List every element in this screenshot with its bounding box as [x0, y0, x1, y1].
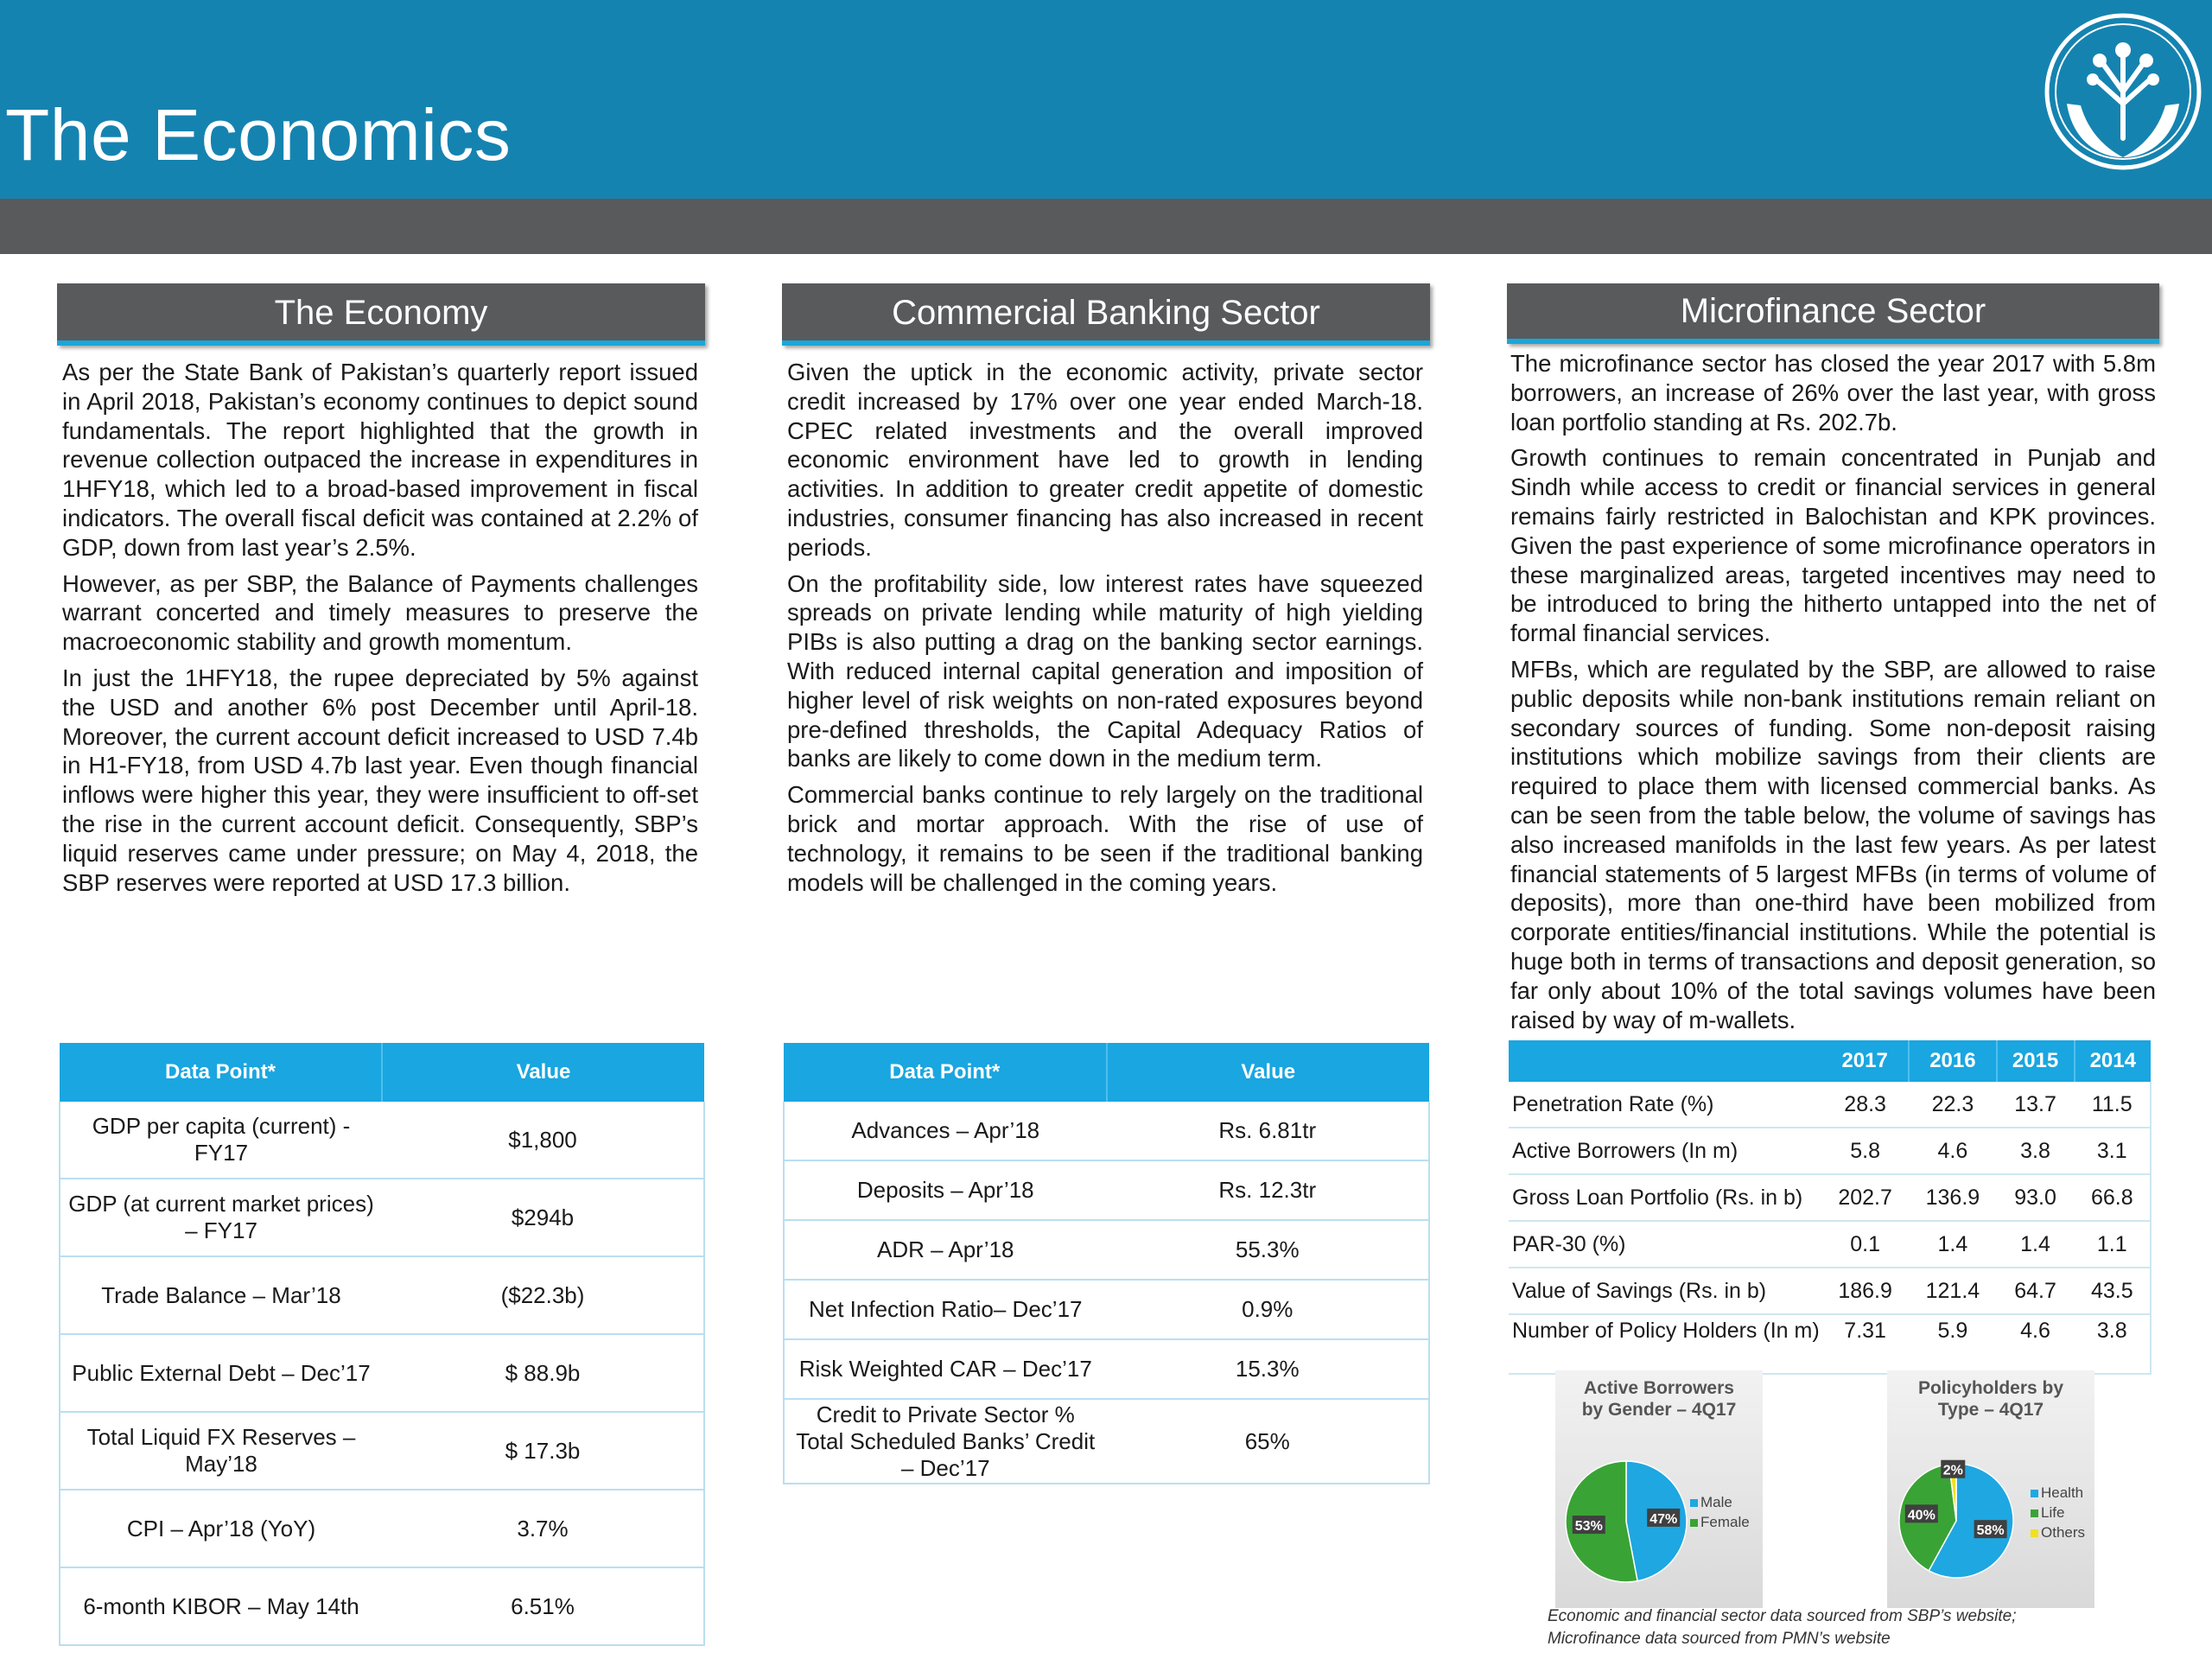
legend-label: Life — [2041, 1504, 2065, 1521]
metric-label: Value of Savings (Rs. in b) — [1509, 1268, 1821, 1314]
table-row — [60, 1102, 704, 1179]
table-row — [1509, 1174, 2151, 1221]
year-header: 2015 — [1997, 1040, 2075, 1082]
source-line: Economic and financial sector data sourced from SBP’s website; — [1548, 1607, 2017, 1625]
borrowers-gender-chart — [1555, 1370, 1763, 1608]
chart-title-line: Policyholders by — [1917, 1378, 2064, 1398]
banking-heading: Commercial Banking Sector — [782, 283, 1430, 346]
value-cell: 6.51% — [382, 1567, 704, 1645]
legend-label: Female — [1700, 1514, 1750, 1530]
metric-value: 186.9 — [1821, 1268, 1909, 1314]
data-point-cell: Deposits – Apr’18 — [784, 1160, 1107, 1220]
data-point-cell: GDP (at current market prices) – FY17 — [60, 1179, 382, 1256]
metric-value: 1.1 — [2075, 1221, 2151, 1268]
economy-text — [57, 358, 705, 897]
hands-tree-logo-icon — [2043, 9, 2203, 181]
economy-heading: The Economy — [57, 283, 705, 346]
banking-paragraph: Given the uptick in the economic activity, private sector credit increased by 17% over one year ended March-18. CPEC related investments and the overall improved economic environment have led to growth in lending activities. In addition to greater credit appetite of domestic industries, consumer financing has also increased in recent periods. — [787, 359, 1423, 561]
legend-swatch — [1690, 1499, 1698, 1507]
data-label: 40% — [1907, 1508, 1936, 1523]
table-row — [784, 1399, 1429, 1484]
header-band — [0, 199, 2212, 254]
economy-table — [59, 1043, 705, 1646]
table-row — [784, 1280, 1429, 1339]
legend-item — [1690, 1492, 1750, 1512]
chart-title-line: Type – 4Q17 — [1937, 1400, 2044, 1420]
data-point-cell: 6-month KIBOR – May 14th — [60, 1567, 382, 1645]
metric-value: 64.7 — [1997, 1268, 2075, 1314]
column-header: Value — [1107, 1043, 1430, 1102]
legend-label: Others — [2041, 1524, 2086, 1541]
legend-swatch — [2031, 1529, 2038, 1537]
table-row — [60, 1334, 704, 1412]
metric-value: 1.4 — [1909, 1221, 1996, 1268]
legend-item — [2031, 1503, 2085, 1522]
value-cell: $ 17.3b — [382, 1412, 704, 1490]
metric-value: 4.6 — [1909, 1128, 1996, 1174]
table-row — [1509, 1314, 2151, 1374]
value-cell: 0.9% — [1107, 1280, 1430, 1339]
data-point-cell: Net Infection Ratio– Dec’17 — [784, 1280, 1107, 1339]
data-label: 58% — [1976, 1523, 2005, 1539]
metric-value: 5.9 — [1909, 1314, 1996, 1374]
data-label: 53% — [1574, 1519, 1603, 1535]
metric-value: 5.8 — [1821, 1128, 1909, 1174]
table-row — [1509, 1221, 2151, 1268]
microfinance-heading: Microfinance Sector — [1507, 283, 2159, 344]
table-row — [1509, 1268, 2151, 1314]
table-row — [784, 1220, 1429, 1280]
economy-column — [57, 283, 705, 904]
data-point-cell: Public External Debt – Dec’17 — [60, 1334, 382, 1412]
metric-label: Penetration Rate (%) — [1509, 1082, 1821, 1128]
metric-value: 28.3 — [1821, 1082, 1909, 1128]
chart-legend — [1690, 1492, 1750, 1532]
source-line: Microfinance data sourced from PMN’s website — [1548, 1630, 1891, 1648]
value-cell: 15.3% — [1107, 1339, 1430, 1399]
economy-paragraph: In just the 1HFY18, the rupee depreciated by 5% against the USD and another 6% post December until April-18. Moreover, the current account deficit increased to USD 7.4b in H1-FY18, from USD 4.7b last year. Even though financial inflows were higher this year, they were insufficient to off-set the rise in the current account deficit. Consequently, SBP’s liquid reserves came under pressure; on May 4, 2018, the SBP reserves were reported at USD 17.3 billion. — [62, 664, 698, 896]
metric-value: 13.7 — [1997, 1082, 2075, 1128]
policyholders-type-chart — [1887, 1370, 2094, 1608]
legend-item — [2031, 1522, 2085, 1542]
chart-title — [1555, 1377, 1763, 1421]
banking-column — [782, 283, 1430, 904]
value-cell: 55.3% — [1107, 1220, 1430, 1280]
chart-legend — [2031, 1483, 2085, 1542]
year-header: 2014 — [2075, 1040, 2151, 1082]
data-point-cell: GDP per capita (current) - FY17 — [60, 1102, 382, 1179]
microfinance-paragraph: MFBs, which are regulated by the SBP, are allowed to raise public deposits while non-bank institutions remain reliant on secondary sources of funding. Some non-deposit raising institutions which mobilize savings from their clients are required to place them with licensed commercial banks. As can be seen from the table below, the volume of savings has also increased manifolds in the last few years. As per latest financial statements of 5 largest MFBs (in terms of volume of deposits), more than one-third have been mobilized from corporate entities/financial institutions. While the potential is huge both in terms of transactions and deposit generation, so far only about 10% of the total savings volumes have been raised by way of m-wallets. — [1510, 655, 2156, 1033]
table-row — [60, 1256, 704, 1334]
banking-paragraph: On the profitability side, low interest rates have squeezed spreads on private lending while maturity of high yielding PIBs is also putting a drag on the banking sector earnings. With reduced internal capital generation and imposition of higher level of risk weights on non-rated exposures beyond pre-defined thresholds, the Capital Adequacy Ratios of banks are likely to come down in the medium term. — [787, 569, 1423, 772]
value-cell: Rs. 12.3tr — [1107, 1160, 1430, 1220]
column-header: Value — [382, 1043, 704, 1102]
legend-label: Male — [1700, 1494, 1732, 1510]
legend-swatch — [2031, 1490, 2038, 1497]
data-label: 47% — [1649, 1511, 1678, 1527]
value-cell: $ 88.9b — [382, 1334, 704, 1412]
metric-value: 3.1 — [2075, 1128, 2151, 1174]
metric-value: 66.8 — [2075, 1174, 2151, 1221]
microfinance-column — [1507, 283, 2159, 1041]
metric-value: 202.7 — [1821, 1174, 1909, 1221]
value-cell: 3.7% — [382, 1490, 704, 1567]
column-header: Data Point* — [784, 1043, 1107, 1102]
legend-swatch — [2031, 1510, 2038, 1517]
microfinance-text — [1507, 349, 2159, 1034]
microfinance-paragraph: Growth continues to remain concentrated in Punjab and Sindh while access to credit or financial services in general remains fairly restricted in Balochistan and KPK provinces. Given the past experience of some microfinance operators in these marginalized areas, targeted incentives may need to be introduced to bring the hitherto untapped into the net of formal financial services. — [1510, 444, 2156, 647]
data-point-cell: CPI – Apr’18 (YoY) — [60, 1490, 382, 1567]
table-row — [60, 1567, 704, 1645]
banking-paragraph: Commercial banks continue to rely largely on the traditional brick and mortar approach. With the rise of use of technology, it remains to be seen if the traditional banking models will be challenged in the coming years. — [787, 781, 1423, 896]
data-point-cell: Risk Weighted CAR – Dec’17 — [784, 1339, 1107, 1399]
legend-item — [1690, 1512, 1750, 1532]
table-row — [60, 1179, 704, 1256]
banking-text — [782, 358, 1430, 897]
table-row — [60, 1490, 704, 1567]
microfinance-paragraph: The microfinance sector has closed the year 2017 with 5.8m borrowers, an increase of 26% over the last year, with gross loan portfolio standing at Rs. 202.7b. — [1510, 350, 2156, 435]
metric-value: 22.3 — [1909, 1082, 1996, 1128]
metric-label: Gross Loan Portfolio (Rs. in b) — [1509, 1174, 1821, 1221]
value-cell: ($22.3b) — [382, 1256, 704, 1334]
metric-value: 3.8 — [1997, 1128, 2075, 1174]
value-cell: 65% — [1107, 1399, 1430, 1484]
legend-item — [2031, 1483, 2085, 1503]
value-cell: Rs. 6.81tr — [1107, 1102, 1430, 1160]
column-header-blank — [1509, 1040, 1821, 1082]
page-title: The Economics — [5, 94, 512, 175]
column-header: Data Point* — [60, 1043, 382, 1102]
metric-value: 7.31 — [1821, 1314, 1909, 1374]
table-row — [1509, 1128, 2151, 1174]
data-point-cell: ADR – Apr’18 — [784, 1220, 1107, 1280]
banking-table — [783, 1043, 1430, 1484]
metric-value: 121.4 — [1909, 1268, 1996, 1314]
metric-value: 0.1 — [1821, 1221, 1909, 1268]
metric-value: 43.5 — [2075, 1268, 2151, 1314]
value-cell: $1,800 — [382, 1102, 704, 1179]
year-header: 2016 — [1909, 1040, 1996, 1082]
table-row — [60, 1412, 704, 1490]
source-note — [1548, 1605, 2016, 1650]
data-point-cell: Advances – Apr’18 — [784, 1102, 1107, 1160]
metric-value: 11.5 — [2075, 1082, 2151, 1128]
metric-label: Number of Policy Holders (In m) — [1509, 1314, 1821, 1374]
year-header: 2017 — [1821, 1040, 1909, 1082]
metric-value: 4.6 — [1997, 1314, 2075, 1374]
chart-title-line: by Gender – 4Q17 — [1581, 1400, 1737, 1420]
table-row — [784, 1102, 1429, 1160]
legend-swatch — [1690, 1519, 1698, 1527]
chart-title — [1887, 1377, 2094, 1421]
microfinance-table — [1509, 1040, 2152, 1375]
table-row — [784, 1160, 1429, 1220]
data-point-cell: Trade Balance – Mar’18 — [60, 1256, 382, 1334]
chart-title-line: Active Borrowers — [1584, 1378, 1734, 1398]
metric-value: 93.0 — [1997, 1174, 2075, 1221]
legend-label: Health — [2041, 1484, 2084, 1501]
metric-label: Active Borrowers (In m) — [1509, 1128, 1821, 1174]
data-label: 2% — [1942, 1463, 1963, 1478]
metric-label: PAR-30 (%) — [1509, 1221, 1821, 1268]
data-point-cell: Credit to Private Sector % Total Scheduled Banks’ Credit – Dec’17 — [784, 1399, 1107, 1484]
metric-value: 3.8 — [2075, 1314, 2151, 1374]
value-cell: $294b — [382, 1179, 704, 1256]
metric-value: 136.9 — [1909, 1174, 1996, 1221]
table-row — [784, 1339, 1429, 1399]
table-row — [1509, 1082, 2151, 1128]
economy-paragraph: As per the State Bank of Pakistan’s quarterly report issued in April 2018, Pakistan’s economy continues to depict sound fundamentals. The report highlighted that the growth in revenue collection outpaced the increase in expenditures in 1HFY18, which led to a broad-based improvement in fiscal indicators. The overall fiscal deficit was contained at 2.2% of GDP, down from last year’s 2.5%. — [62, 359, 698, 561]
data-point-cell: Total Liquid FX Reserves – May’18 — [60, 1412, 382, 1490]
metric-value: 1.4 — [1997, 1221, 2075, 1268]
economy-paragraph: However, as per SBP, the Balance of Payments challenges warrant concerted and timely measures to preserve the macroeconomic stability and growth momentum. — [62, 569, 698, 656]
